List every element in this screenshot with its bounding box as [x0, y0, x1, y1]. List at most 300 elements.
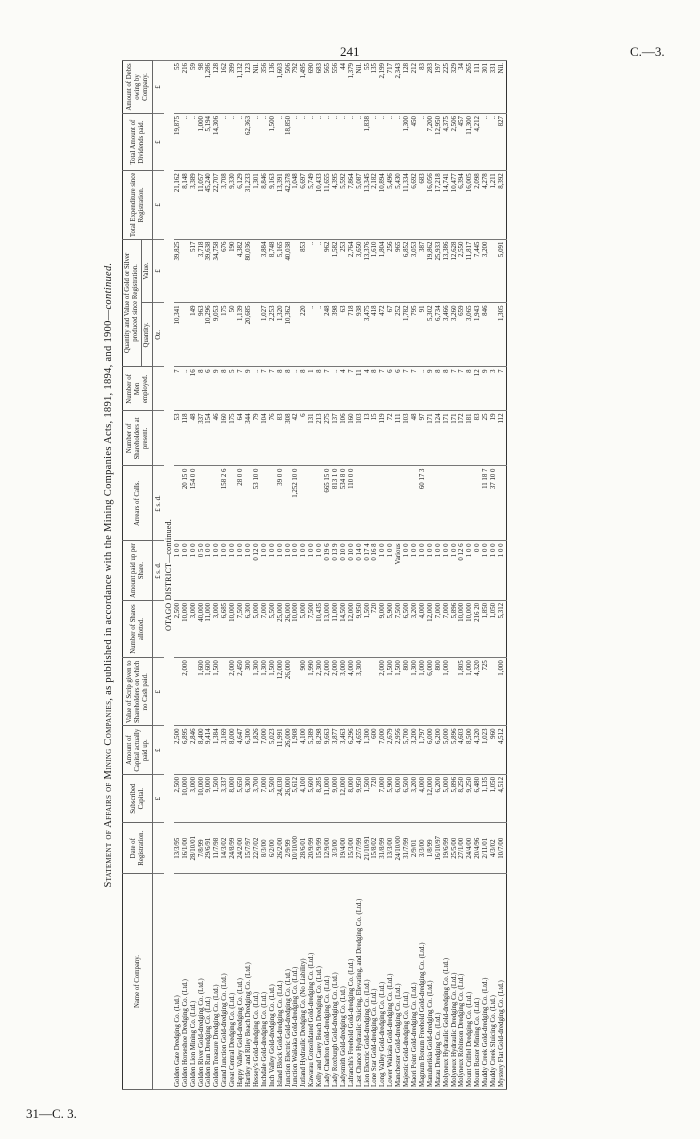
paid-per-share-cell: 1 0 0	[229, 541, 237, 600]
company-name-cell: Manchester Gold-dredging Co. (Ltd.)	[395, 874, 403, 1090]
debts-owing-cell: 44	[340, 61, 348, 114]
men-employed-cell: 6	[395, 367, 403, 411]
registration-date-cell: 24/8/99	[229, 823, 237, 874]
arrears-of-calls-cell: 39 0 0	[277, 466, 285, 541]
debts-owing-cell: Nil.	[498, 61, 506, 114]
capital-paid-up-cell: 4,320	[474, 726, 482, 774]
capital-paid-up-cell: 6,200	[435, 726, 443, 774]
debts-owing-cell: 265	[466, 61, 474, 114]
arrears-of-calls-cell	[411, 466, 419, 541]
registration-date-cell: 13/3/00	[387, 823, 395, 874]
unit-blank	[153, 823, 164, 874]
gold-value-cell: 39,825	[174, 239, 182, 303]
shares-allotted-cell: 5,312	[498, 600, 506, 657]
registration-date-cell: 10/7/00	[498, 823, 506, 874]
total-expenditure-cell: 9,330	[229, 171, 237, 239]
header-men: Number of Men employed.	[123, 367, 153, 411]
gold-value-cell: 6,852	[403, 239, 411, 303]
dividends-paid-cell: 18,850	[285, 113, 293, 170]
paid-per-share-cell: 0 5 0	[198, 541, 206, 600]
gold-value-cell: 2,550	[458, 239, 466, 303]
shares-allotted-cell: 5,000	[300, 600, 308, 657]
men-employed-cell: 3	[490, 367, 498, 411]
capital-paid-up-cell: 3,877	[332, 726, 340, 774]
shareholders-cell: 83	[277, 411, 285, 466]
company-name-cell: Last Chance Hydraulic Sluicing, Elevating, and Dredging Co. (Ltd.)	[356, 874, 364, 1090]
gold-quantity-cell: 248	[324, 303, 332, 367]
shareholders-cell: 171	[427, 411, 435, 466]
arrears-of-calls-cell	[498, 466, 506, 541]
table-row	[277, 61, 285, 1090]
shareholders-cell: 103	[356, 411, 364, 466]
scrip-value-cell: 1,000	[498, 658, 506, 726]
total-expenditure-cell: 5,430	[395, 171, 403, 239]
gold-quantity-cell: 963	[198, 303, 206, 367]
shares-allotted-cell: 720	[371, 600, 379, 657]
company-name-cell: Ladysmith Gold-dredging Co. (Ltd.)	[340, 874, 348, 1090]
gold-quantity-cell: 175	[221, 303, 229, 367]
total-expenditure-cell: 13,391	[277, 171, 285, 239]
arrears-of-calls-cell	[174, 466, 182, 541]
arrears-of-calls-cell: 1,252 10 0	[292, 466, 300, 541]
registration-date-cell: 15/8/02	[371, 823, 379, 874]
unit-debts: £	[153, 61, 164, 114]
capital-paid-up-cell: 5,023	[269, 726, 277, 774]
men-employed-cell: 8	[371, 367, 379, 411]
total-expenditure-cell: 3,708	[221, 171, 229, 239]
dividends-paid-cell: ..	[332, 113, 340, 170]
paid-per-share-cell: 1 0 0	[213, 541, 221, 600]
header-paid-up: Amount of Capital actually paid up.	[123, 726, 153, 774]
gold-quantity-cell: 659	[458, 303, 466, 367]
scrip-value-cell: 2,000	[332, 658, 340, 726]
dividends-paid-cell: ..	[292, 113, 300, 170]
statement-title-suffix: , as published in accordance with the Mining Companies Acts, 1891, 1894, and 1900—	[103, 309, 114, 701]
subscribed-capital-cell: 26,000	[285, 774, 293, 822]
gold-quantity-cell: 91	[419, 303, 427, 367]
dividends-paid-cell: 19,875	[174, 113, 182, 170]
gold-value-cell: 12,628	[451, 239, 459, 303]
capital-paid-up-cell: 1,023	[482, 726, 490, 774]
registration-date-cell: 25/5/00	[451, 823, 459, 874]
table-row	[237, 61, 245, 1090]
company-name-cell: Inchdale Gold-dredging Co. (Ltd.)	[261, 874, 269, 1090]
shareholders-cell: 160	[348, 411, 356, 466]
subscribed-capital-cell: 12,000	[427, 774, 435, 822]
company-name-cell: Island Block Gold-dredging Co. (Ltd.)	[277, 874, 285, 1090]
total-expenditure-cell: 16,005	[466, 171, 474, 239]
gold-value-cell: 7,445	[474, 239, 482, 303]
dividends-paid-cell: ..	[261, 113, 269, 170]
arrears-of-calls-cell	[300, 466, 308, 541]
shareholders-cell: 118	[182, 411, 190, 466]
debts-owing-cell: 162	[221, 61, 229, 114]
shares-allotted-cell: 7,000	[435, 600, 443, 657]
shares-allotted-cell: 11,000	[332, 600, 340, 657]
debts-owing-cell: 55	[174, 61, 182, 114]
shares-allotted-cell: 3,200	[411, 600, 419, 657]
table-row	[205, 61, 213, 1090]
capital-paid-up-cell: 7,000	[261, 726, 269, 774]
registration-date-cell: 8/3/00	[261, 823, 269, 874]
gold-quantity-cell	[292, 303, 300, 367]
debts-owing-cell: 1,379	[348, 61, 356, 114]
paid-per-share-cell: 1 0 0	[411, 541, 419, 600]
paid-per-share-cell: 1 0 0	[498, 541, 506, 600]
table-row	[356, 61, 364, 1090]
scrip-value-cell: 1,805	[458, 658, 466, 726]
subscribed-capital-cell: 8,250	[458, 774, 466, 822]
dividends-paid-cell: ..	[348, 113, 356, 170]
registration-date-cell: 20/4/96	[474, 823, 482, 874]
subscribed-capital-cell: 3,700	[253, 774, 261, 822]
capital-paid-up-cell: 8,000	[229, 726, 237, 774]
men-employed-cell: 8	[316, 367, 324, 411]
gold-quantity-cell	[490, 303, 498, 367]
unit-expenditure: £	[153, 171, 164, 239]
capital-paid-up-cell: 8,500	[466, 726, 474, 774]
capital-paid-up-cell: 6,895	[182, 726, 190, 774]
shareholders-cell: 337	[198, 411, 206, 466]
table-row	[474, 61, 482, 1090]
scrip-value-cell: 1,500	[387, 658, 395, 726]
scrip-value-cell: 26,000	[285, 658, 293, 726]
debts-owing-cell: 197	[435, 61, 443, 114]
men-employed-cell: 9	[482, 367, 490, 411]
men-employed-cell: 7	[403, 367, 411, 411]
gold-quantity-cell	[182, 303, 190, 367]
company-name-cell: Golden Run Dredging Co. (Ltd.)	[205, 874, 213, 1090]
company-name-cell: Hartley and Riley Beach Dredging Co. (Ltd.)	[245, 874, 253, 1090]
arrears-of-calls-cell	[379, 466, 387, 541]
table-row	[379, 61, 387, 1090]
dividends-paid-cell: 12,950	[435, 113, 443, 170]
paid-per-share-cell: 0 13 9	[332, 541, 340, 600]
debts-owing-cell: 565	[324, 61, 332, 114]
capital-paid-up-cell: 1,384	[213, 726, 221, 774]
dividends-paid-cell: 1,000	[198, 113, 206, 170]
table-row	[198, 61, 206, 1090]
total-expenditure-cell: 10,477	[451, 171, 459, 239]
total-expenditure-cell: 5,592	[340, 171, 348, 239]
shareholders-cell: 53	[174, 411, 182, 466]
gold-value-cell: 39,638	[205, 239, 213, 303]
shareholders-cell: 76	[269, 411, 277, 466]
shares-allotted-cell: 7,500	[308, 600, 316, 657]
men-employed-cell: 7	[348, 367, 356, 411]
gold-value-cell: 8,748	[269, 239, 277, 303]
total-expenditure-cell: 13,345	[364, 171, 372, 239]
gold-quantity-cell: 10,296	[205, 303, 213, 367]
company-name-cell: Golden Lion Mining Co. (Ltd.)	[190, 874, 198, 1090]
table-row	[285, 61, 293, 1090]
company-name-cell: Lion Electric Gold-dredging Co. (Ltd.)	[364, 874, 372, 1090]
gold-quantity-cell: ..	[316, 303, 324, 367]
gold-value-cell	[292, 239, 300, 303]
shares-allotted-cell: 2,500	[174, 600, 182, 657]
company-name-cell: Hessey's Gold-dredging Co. (Ltd.)	[253, 874, 261, 1090]
shares-allotted-cell: 11,000	[205, 600, 213, 657]
unit-per-share: £ s. d.	[153, 541, 164, 600]
gold-quantity-cell: 1,027	[261, 303, 269, 367]
subscribed-capital-cell: 6,300	[245, 774, 253, 822]
dividends-paid-cell: ..	[182, 113, 190, 170]
shares-allotted-cell: 10,000	[292, 600, 300, 657]
dividends-paid-cell: ..	[395, 113, 403, 170]
debts-owing-cell: 283	[427, 61, 435, 114]
header-debts: Amount of Debts owing by Company.	[123, 61, 153, 114]
total-expenditure-cell: 1,301	[253, 171, 261, 239]
scrip-value-cell: 4,000	[348, 658, 356, 726]
debts-owing-cell: 216	[182, 61, 190, 114]
table-row	[364, 61, 372, 1090]
table-row	[395, 61, 403, 1090]
debts-owing-cell: 135	[371, 61, 379, 114]
arrears-of-calls-cell	[474, 466, 482, 541]
scrip-value-cell: 1,000	[419, 658, 427, 726]
shareholders-cell: 83	[474, 411, 482, 466]
shares-allotted-cell: 10,000	[229, 600, 237, 657]
company-name-cell: Long Valley Gold-dredging Co. (Ltd.)	[379, 874, 387, 1090]
registration-date-cell: 4/3/02	[490, 823, 498, 874]
scrip-value-cell	[221, 658, 229, 726]
arrears-of-calls-cell	[364, 466, 372, 541]
scrip-value-cell	[371, 658, 379, 726]
shareholders-cell: 171	[451, 411, 459, 466]
total-expenditure-cell: 10,433	[316, 171, 324, 239]
registration-date-cell: 28/10/01	[190, 823, 198, 874]
company-name-cell: Lady Charlton Gold-dredging Co. (Ltd.)	[324, 874, 332, 1090]
registration-date-cell: 20/9/99	[308, 823, 316, 874]
company-name-cell: Matau Dredging Co. (Ltd.)	[435, 874, 443, 1090]
arrears-of-calls-cell	[308, 466, 316, 541]
paid-per-share-cell: 1 0 0	[427, 541, 435, 600]
capital-paid-up-cell: 1,797	[419, 726, 427, 774]
gold-value-cell: 3,718	[198, 239, 206, 303]
debts-owing-cell: 556	[332, 61, 340, 114]
men-employed-cell: 7	[458, 367, 466, 411]
paid-per-share-cell: 0 16 8	[371, 541, 379, 600]
company-name-cell: Kelly and Carey Beach Dredging Co. (Ltd.)	[316, 874, 324, 1090]
shareholders-cell: 275	[324, 411, 332, 466]
gold-value-cell: 2,764	[348, 239, 356, 303]
capital-paid-up-cell: 5,896	[451, 726, 459, 774]
debts-owing-cell: 2,343	[395, 61, 403, 114]
debts-owing-cell: 1,286	[205, 61, 213, 114]
unit-subscribed: £	[153, 774, 164, 822]
shareholders-cell: 175	[229, 411, 237, 466]
total-expenditure-cell: 2,098	[474, 171, 482, 239]
gold-value-cell: 13,386	[443, 239, 451, 303]
paid-per-share-cell: 0 14 0	[356, 541, 364, 600]
capital-paid-up-cell: 6,300	[245, 726, 253, 774]
subscribed-capital-cell: 10,000	[182, 774, 190, 822]
men-employed-cell: 7	[411, 367, 419, 411]
company-name-cell: Lone Star Gold-dredging Co. (Ltd.)	[371, 874, 379, 1090]
men-employed-cell: 11	[356, 367, 364, 411]
table-row	[316, 61, 324, 1090]
arrears-of-calls-cell: 53 10 0	[253, 466, 261, 541]
paid-per-share-cell: 1 0 0	[451, 541, 459, 600]
shareholders-cell: 137	[332, 411, 340, 466]
arrears-of-calls-cell	[371, 466, 379, 541]
scrip-value-cell	[190, 658, 198, 726]
shareholders-cell: 181	[466, 411, 474, 466]
capital-paid-up-cell: 26,000	[285, 726, 293, 774]
men-employed-cell: 8	[300, 367, 308, 411]
gold-value-cell: 19,862	[427, 239, 435, 303]
shares-allotted-cell: 26,000	[285, 600, 293, 657]
shareholders-cell: 19	[490, 411, 498, 466]
arrears-of-calls-cell	[458, 466, 466, 541]
registration-date-cell: 19/4/00	[340, 823, 348, 874]
registration-date-cell: 15/7/97	[245, 823, 253, 874]
registration-date-cell: 24/2/00	[237, 823, 245, 874]
capital-paid-up-cell: 2,679	[387, 726, 395, 774]
scrip-value-cell: 2,300	[316, 658, 324, 726]
total-expenditure-cell: 11,334	[403, 171, 411, 239]
shares-allotted-cell: 9,000	[379, 600, 387, 657]
registration-date-cell: 13/3/95	[174, 823, 182, 874]
shares-allotted-cell: 10,000	[466, 600, 474, 657]
men-employed-cell: 8	[466, 367, 474, 411]
paid-per-share-cell: 0 19 6	[324, 541, 332, 600]
unit-blank	[153, 874, 164, 1090]
paid-per-share-cell: 1 0 0	[174, 541, 182, 600]
debts-owing-cell: Nil.	[356, 61, 364, 114]
paid-per-share-cell: 1 0 0	[379, 541, 387, 600]
gold-quantity-cell: 6,734	[435, 303, 443, 367]
subscribed-capital-cell: 6,000	[395, 774, 403, 822]
shareholders-cell: 344	[245, 411, 253, 466]
mining-companies-table	[122, 60, 507, 1090]
debts-owing-cell: 136	[269, 61, 277, 114]
paid-per-share-cell: 1 0 0	[182, 541, 190, 600]
men-employed-cell: 7	[324, 367, 332, 411]
total-expenditure-cell: 6,692	[411, 171, 419, 239]
gold-value-cell: 1,804	[379, 239, 387, 303]
dividends-paid-cell: ..	[340, 113, 348, 170]
dividends-paid-cell: ..	[490, 113, 498, 170]
scrip-value-cell	[451, 658, 459, 726]
gold-quantity-cell: 795	[411, 303, 419, 367]
capital-paid-up-cell: 4,100	[300, 726, 308, 774]
total-expenditure-cell: 9,163	[269, 171, 277, 239]
shareholders-cell: 160	[221, 411, 229, 466]
header-subscribed: Subscribed Capital.	[123, 774, 153, 822]
capital-paid-up-cell: 7,000	[379, 726, 387, 774]
paid-per-share-cell: 1 0 0	[300, 541, 308, 600]
statement-title-continued: continued.	[103, 262, 114, 310]
gold-value-cell: 256	[387, 239, 395, 303]
debts-owing-cell: 123	[245, 61, 253, 114]
subscribed-capital-cell: 9,250	[466, 774, 474, 822]
gold-quantity-cell: 1,943	[474, 303, 482, 367]
debts-owing-cell: 506	[285, 61, 293, 114]
gold-quantity-cell: 2,253	[269, 303, 277, 367]
scrip-value-cell: 1,500	[395, 658, 403, 726]
company-name-cell: Golden Horseshoe Dredging Co. (Ltd.)	[182, 874, 190, 1090]
table-row	[182, 61, 190, 1090]
debts-owing-cell: 717	[387, 61, 395, 114]
total-expenditure-cell: 11,057	[198, 171, 206, 239]
gold-value-cell: 5,165	[277, 239, 285, 303]
scrip-value-cell: 725	[482, 658, 490, 726]
shares-allotted-cell: 25,000	[277, 600, 285, 657]
dividends-paid-cell: ..	[482, 113, 490, 170]
total-expenditure-cell: 42,378	[285, 171, 293, 239]
company-name-cell: Jutland Hydraulic Dredging Co. (No Liability)	[300, 874, 308, 1090]
paid-per-share-cell: 1 0 0	[387, 541, 395, 600]
paid-per-share-cell: 1 0 0	[403, 541, 411, 600]
gold-quantity-cell: 3,260	[451, 303, 459, 367]
arrears-of-calls-cell	[205, 466, 213, 541]
page-reference: C.—3.	[630, 44, 665, 59]
arrears-of-calls-cell: 110 0 0	[348, 466, 356, 541]
shares-allotted-cell: 13,000	[324, 600, 332, 657]
shares-allotted-cell: 5,900	[387, 600, 395, 657]
total-expenditure-cell: 5,749	[308, 171, 316, 239]
debts-owing-cell: 98	[198, 61, 206, 114]
table-row	[348, 61, 356, 1090]
registration-date-cell: 24/10/00	[395, 823, 403, 874]
shareholders-cell: 46	[213, 411, 221, 466]
total-expenditure-cell: 6,129	[237, 171, 245, 239]
men-employed-cell: ..	[292, 367, 300, 411]
header-name: Name of Company.	[123, 874, 153, 1090]
debts-owing-cell: 111	[474, 61, 482, 114]
gold-value-cell: 40,038	[285, 239, 293, 303]
capital-paid-up-cell: 9,414	[205, 726, 213, 774]
paid-per-share-cell: 1 0 0	[269, 541, 277, 600]
arrears-of-calls-cell	[443, 466, 451, 541]
shareholders-cell: 172	[458, 411, 466, 466]
table-row	[190, 61, 198, 1090]
men-employed-cell: 8	[221, 367, 229, 411]
debts-owing-cell: 55	[364, 61, 372, 114]
total-expenditure-cell: 8,148	[182, 171, 190, 239]
debts-owing-cell: 399	[229, 61, 237, 114]
subscribed-capital-cell: 5,600	[308, 774, 316, 822]
scrip-value-cell: 1,000	[466, 658, 474, 726]
men-employed-cell: ..	[419, 367, 427, 411]
scrip-value-cell: 900	[300, 658, 308, 726]
debts-owing-cell: 59	[190, 61, 198, 114]
men-employed-cell: 8	[443, 367, 451, 411]
paid-per-share-cell: Various	[395, 541, 403, 600]
header-expenditure: Total Expenditure since Registration.	[123, 171, 153, 239]
dividends-paid-cell: ..	[316, 113, 324, 170]
arrears-of-calls-cell	[387, 466, 395, 541]
registration-date-cell: 2/9/99	[285, 823, 293, 874]
men-employed-cell: 7	[498, 367, 506, 411]
subscribed-capital-cell: 9,000	[332, 774, 340, 822]
subscribed-capital-cell: 1,500	[364, 774, 372, 822]
shares-allotted-cell: 12,000	[348, 600, 356, 657]
header-dividends: Total Amount of Dividends paid.	[123, 113, 153, 170]
dividends-paid-cell: ..	[221, 113, 229, 170]
capital-paid-up-cell: 1,826	[253, 726, 261, 774]
company-name-cell: Lower Waikaia Gold-dredging Co. (Ltd.)	[387, 874, 395, 1090]
total-expenditure-cell: 22,707	[213, 171, 221, 239]
shareholders-cell: 111	[395, 411, 403, 466]
registration-date-cell: 11/7/98	[213, 823, 221, 874]
table-body	[153, 61, 507, 1090]
paid-per-share-cell: 1 0 0	[316, 541, 324, 600]
debts-owing-cell: 331	[490, 61, 498, 114]
table-row	[213, 61, 221, 1090]
registration-date-cell: 12/9/00	[324, 823, 332, 874]
